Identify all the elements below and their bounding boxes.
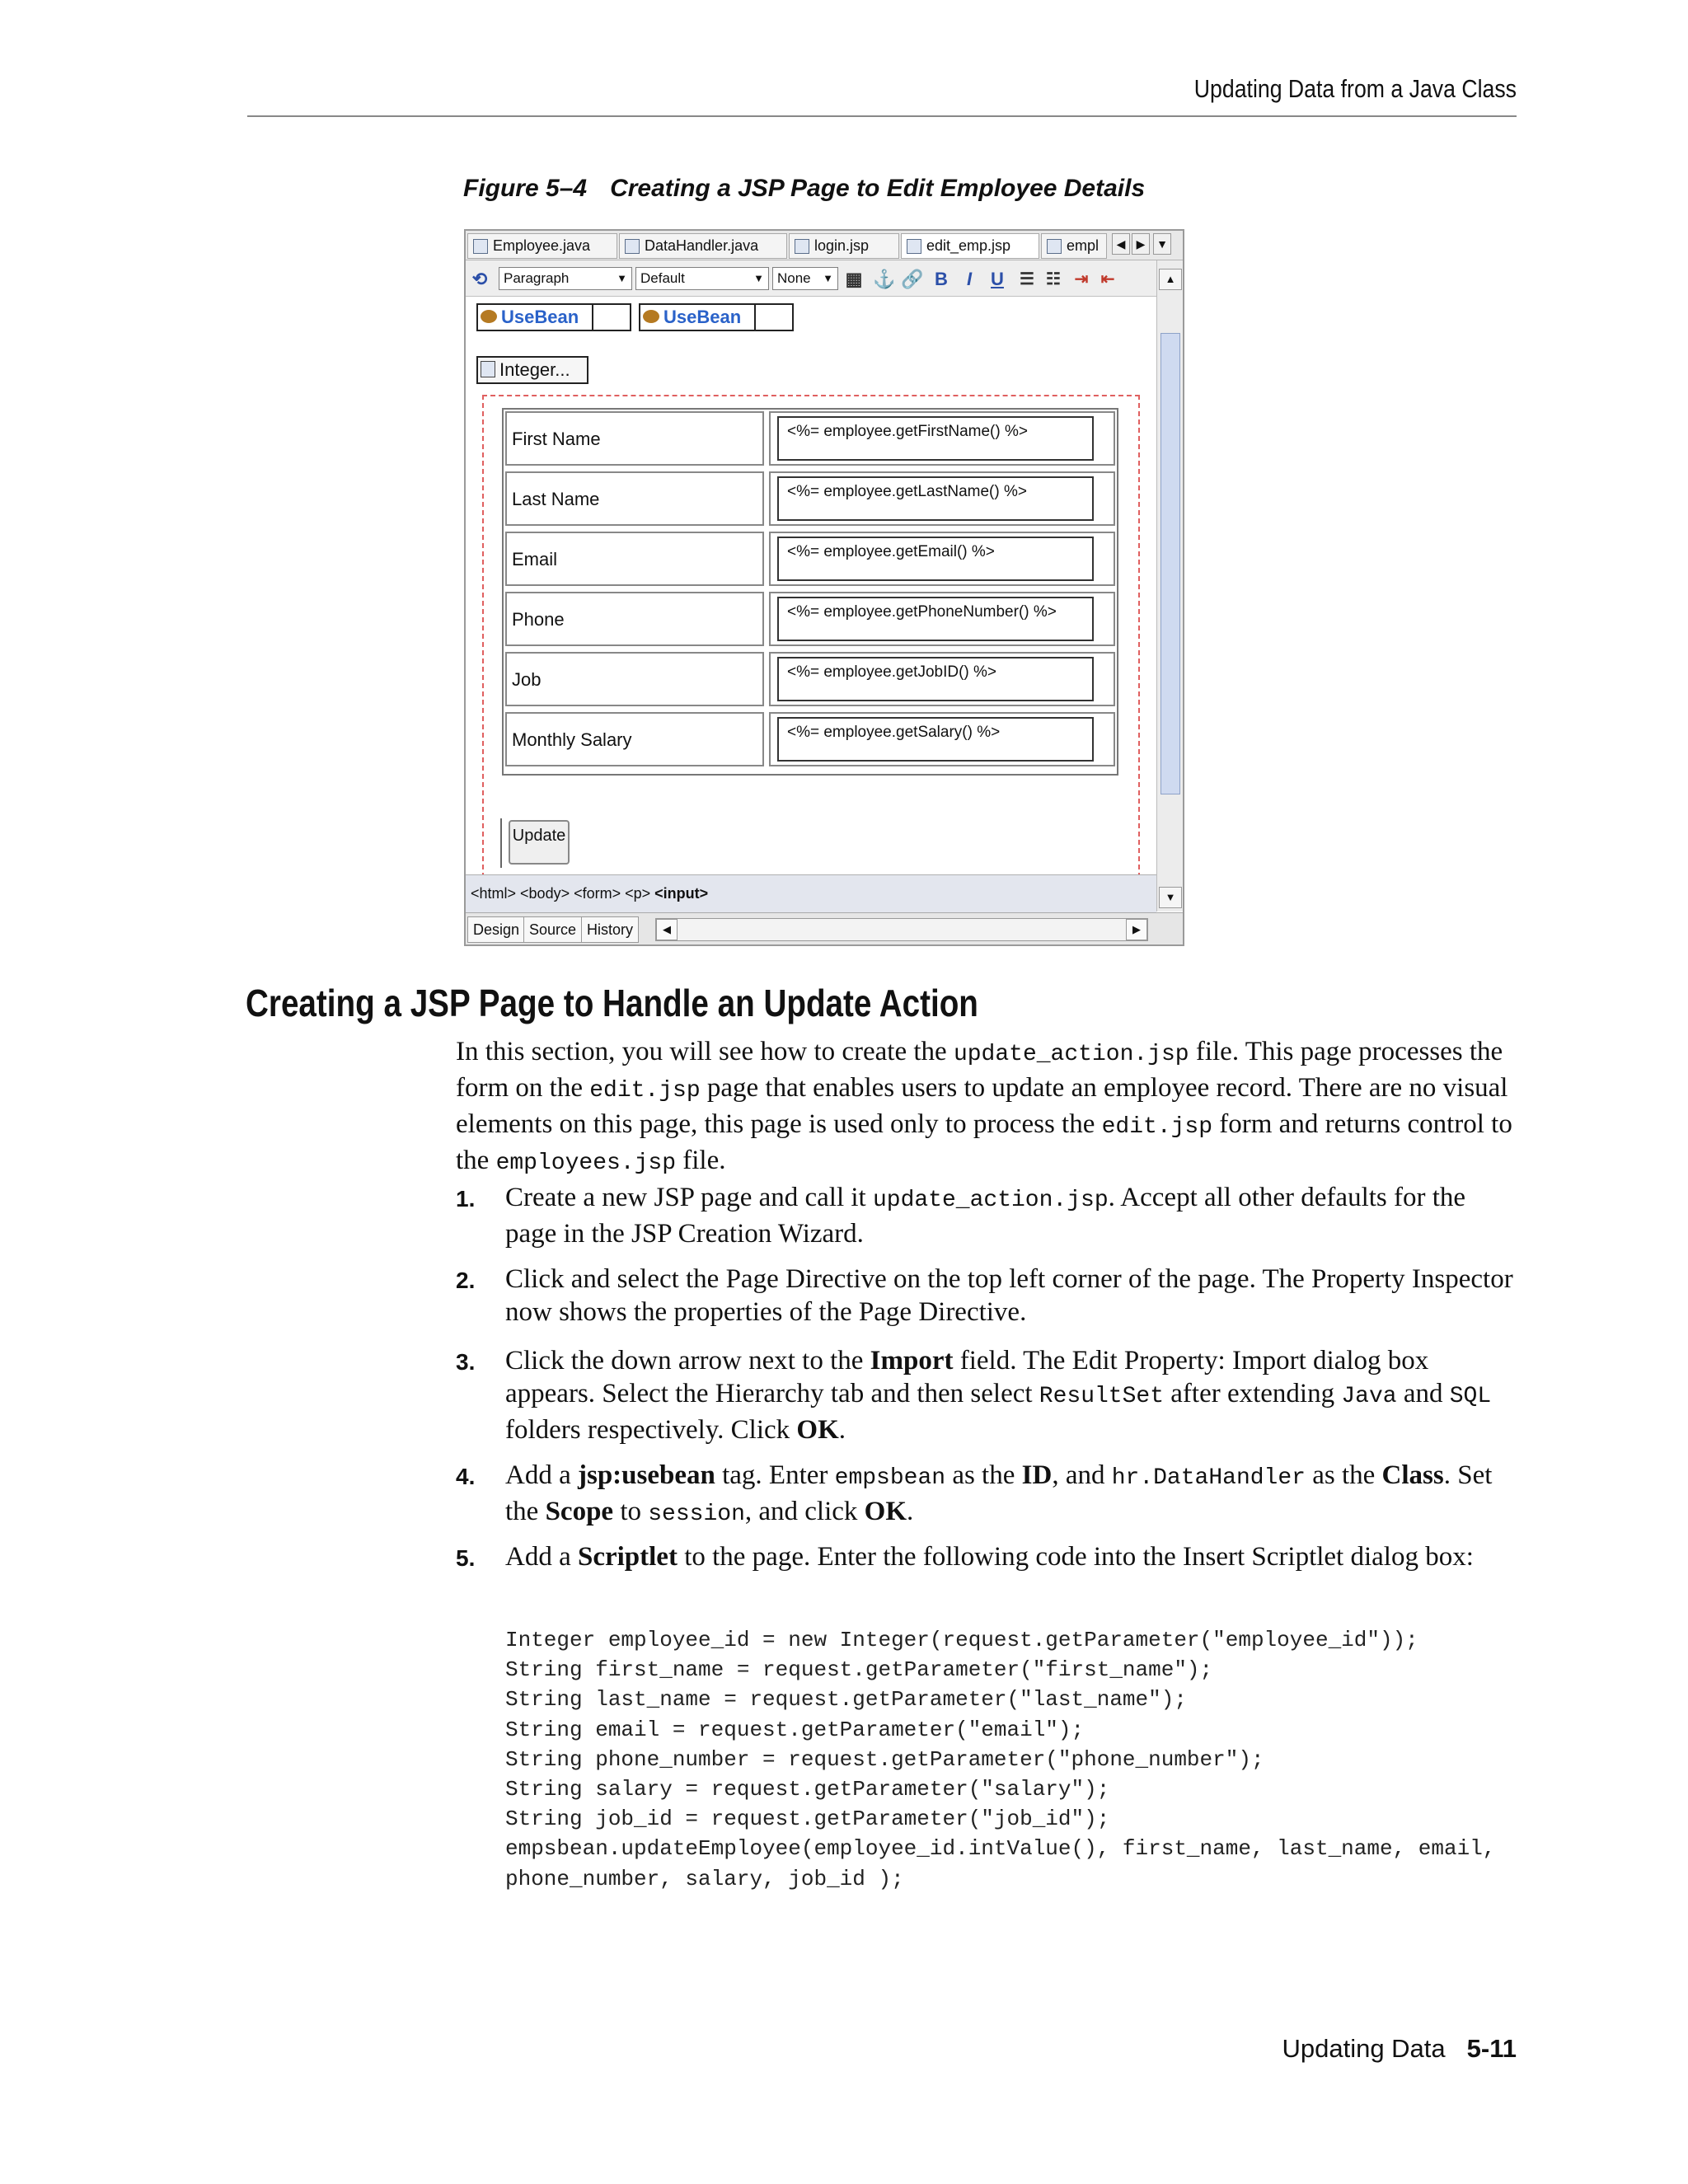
font-select[interactable]: Default ▼ bbox=[635, 267, 769, 290]
usebean-component[interactable]: UseBean bbox=[639, 303, 794, 331]
outdent-icon[interactable]: ⇤ bbox=[1100, 270, 1115, 288]
anchor-icon[interactable]: ⚓ bbox=[873, 269, 896, 289]
step-4: 4. Add a jsp:usebean tag. Enter empsbean as the ID, and hr.DataHandler as the Class. Set the Scope to session, and click OK. bbox=[456, 1460, 1493, 1527]
update-button[interactable]: Update bbox=[509, 820, 570, 865]
field-label: Monthly Salary bbox=[505, 712, 764, 766]
header-rule bbox=[247, 115, 1517, 117]
bulleted-list-icon[interactable]: ☷ bbox=[1046, 270, 1061, 288]
table-row bbox=[504, 710, 1117, 768]
table-row bbox=[504, 530, 1117, 588]
caret bbox=[500, 818, 502, 868]
table-row bbox=[504, 590, 1117, 648]
tab-datahandler-java[interactable]: DataHandler.java bbox=[619, 233, 787, 259]
tab-edit-emp-jsp[interactable]: edit_emp.jsp bbox=[901, 233, 1039, 259]
figure-caption bbox=[463, 175, 1145, 203]
step-2: 2. Click and select the Page Directive on the top left corner of the page. The Property Inspector now shows the properties of the Page Directive. bbox=[456, 1264, 1513, 1327]
step-5: 5. Add a Scriptlet to the page. Enter the following code into the Insert Scriptlet dialog box: bbox=[456, 1542, 1474, 1572]
field-label: Email bbox=[505, 532, 764, 586]
running-head: Updating Data from a Java Class bbox=[1193, 74, 1517, 103]
first-name-input[interactable]: <%= employee.getFirstName() %> bbox=[777, 416, 1094, 461]
styles-icon[interactable]: ⟲ bbox=[471, 269, 488, 289]
scriptlet-code: Integer employee_id = new Integer(request.getParameter("employee_id")); String first_name = request.getParameter("first_name"); String last_name = request.getParameter("last_name"); String email = request.getParameter("email"); String phone_number = request.getParameter("phone_number"); String salary = request.getParameter("salary"); String job_id = request.getParameter("job_id"); empsbean.updateEmployee(employee_id.intValue(), first_name, last_name, email, phone_number, salary, job_id ); bbox=[505, 1628, 1496, 1891]
bold-icon[interactable]: B bbox=[935, 269, 948, 289]
chevron-down-icon: ▼ bbox=[823, 272, 833, 284]
table-row bbox=[504, 650, 1117, 708]
tab-employee-java[interactable]: Employee.java bbox=[467, 233, 617, 259]
numbered-list-icon[interactable]: ☰ bbox=[1020, 270, 1034, 288]
bean-icon bbox=[643, 310, 659, 323]
editor-tab-bar bbox=[466, 231, 1183, 260]
tab-scroll-left-icon[interactable]: ◀ bbox=[1112, 233, 1130, 255]
tab-list-icon[interactable]: ▼ bbox=[1153, 233, 1171, 255]
field-label: Job bbox=[505, 652, 764, 706]
last-name-input[interactable]: <%= employee.getLastName() %> bbox=[777, 476, 1094, 521]
vertical-scrollbar[interactable] bbox=[1156, 260, 1183, 912]
paragraph-select[interactable]: Paragraph ▼ bbox=[499, 267, 632, 290]
scriptlet-component[interactable]: Integer... bbox=[476, 356, 588, 384]
scroll-up-icon[interactable]: ▲ bbox=[1159, 269, 1182, 290]
table-row bbox=[504, 410, 1117, 467]
footer-title: Updating Data bbox=[1282, 2034, 1446, 2063]
tab-scroll-right-icon[interactable]: ▶ bbox=[1132, 233, 1150, 255]
image-icon[interactable]: ▦ bbox=[845, 269, 863, 289]
horizontal-scrollbar[interactable] bbox=[655, 918, 1148, 941]
scroll-left-icon[interactable]: ◀ bbox=[656, 919, 678, 940]
tag-breadcrumb: <html> <body> <form> <p> <input> bbox=[466, 874, 1156, 912]
jsp-file-icon bbox=[795, 239, 809, 254]
italic-icon[interactable]: I bbox=[966, 269, 973, 289]
form-outline bbox=[482, 395, 1140, 878]
table-row bbox=[504, 470, 1117, 527]
section-heading: Creating a JSP Page to Handle an Update Action bbox=[246, 982, 978, 1024]
tab-source[interactable]: Source bbox=[523, 916, 582, 943]
phone-input[interactable]: <%= employee.getPhoneNumber() %> bbox=[777, 597, 1094, 641]
design-canvas[interactable] bbox=[466, 298, 1156, 874]
tab-login-jsp[interactable]: login.jsp bbox=[789, 233, 899, 259]
underline-icon[interactable]: U bbox=[991, 269, 1004, 289]
page-footer bbox=[247, 2034, 1517, 2064]
editor-mode-tabs bbox=[466, 912, 1183, 946]
scroll-down-icon[interactable]: ▼ bbox=[1159, 887, 1182, 908]
java-file-icon bbox=[625, 239, 640, 254]
field-label: First Name bbox=[505, 411, 764, 466]
usebean-component[interactable]: UseBean bbox=[476, 303, 631, 331]
edit-employee-table bbox=[502, 408, 1118, 776]
bean-icon bbox=[481, 310, 497, 323]
size-select[interactable]: None ▼ bbox=[772, 267, 838, 290]
scroll-thumb[interactable] bbox=[1160, 333, 1180, 794]
java-file-icon bbox=[473, 239, 488, 254]
tab-history[interactable]: History bbox=[581, 916, 639, 943]
email-input[interactable]: <%= employee.getEmail() %> bbox=[777, 537, 1094, 581]
intro-paragraph: In this section, you will see how to create the update_action.jsp file. This page processes the form on the edit.jsp page that enables users to update an employee record. There are no visual elements on this page, this page is used only to process the edit.jsp form and returns control to the employees.jsp file. bbox=[456, 1037, 1512, 1176]
step-3: 3. Click the down arrow next to the Import field. The Edit Property: Import dialog box appears. Select the Hierarchy tab and then select ResultSet after extending Java and SQL folders respectively. Click OK. bbox=[456, 1346, 1492, 1445]
scroll-right-icon[interactable]: ▶ bbox=[1126, 919, 1147, 940]
salary-input[interactable]: <%= employee.getSalary() %> bbox=[777, 717, 1094, 762]
page-number: 5-11 bbox=[1466, 2034, 1517, 2063]
tab-empl[interactable]: empl bbox=[1041, 233, 1107, 259]
tab-design[interactable]: Design bbox=[467, 916, 525, 943]
chevron-down-icon: ▼ bbox=[617, 272, 627, 284]
indent-icon[interactable]: ⇥ bbox=[1074, 270, 1089, 288]
jsp-file-icon bbox=[907, 239, 921, 254]
jsp-file-icon bbox=[1047, 239, 1062, 254]
job-input[interactable]: <%= employee.getJobID() %> bbox=[777, 657, 1094, 701]
scriptlet-icon bbox=[481, 361, 495, 377]
step-1: 1. Create a new JSP page and call it update_action.jsp. Accept all other defaults for the page in the JSP Creation Wizard. bbox=[456, 1183, 1466, 1249]
link-icon[interactable]: 🔗 bbox=[901, 269, 924, 289]
ide-screenshot bbox=[464, 229, 1184, 946]
formatting-toolbar bbox=[466, 260, 1158, 297]
figure-number: Figure 5–4 bbox=[463, 175, 588, 202]
field-label: Phone bbox=[505, 592, 764, 646]
chevron-down-icon: ▼ bbox=[753, 272, 764, 284]
field-label: Last Name bbox=[505, 471, 764, 526]
figure-title: Creating a JSP Page to Edit Employee Details bbox=[610, 175, 1146, 202]
